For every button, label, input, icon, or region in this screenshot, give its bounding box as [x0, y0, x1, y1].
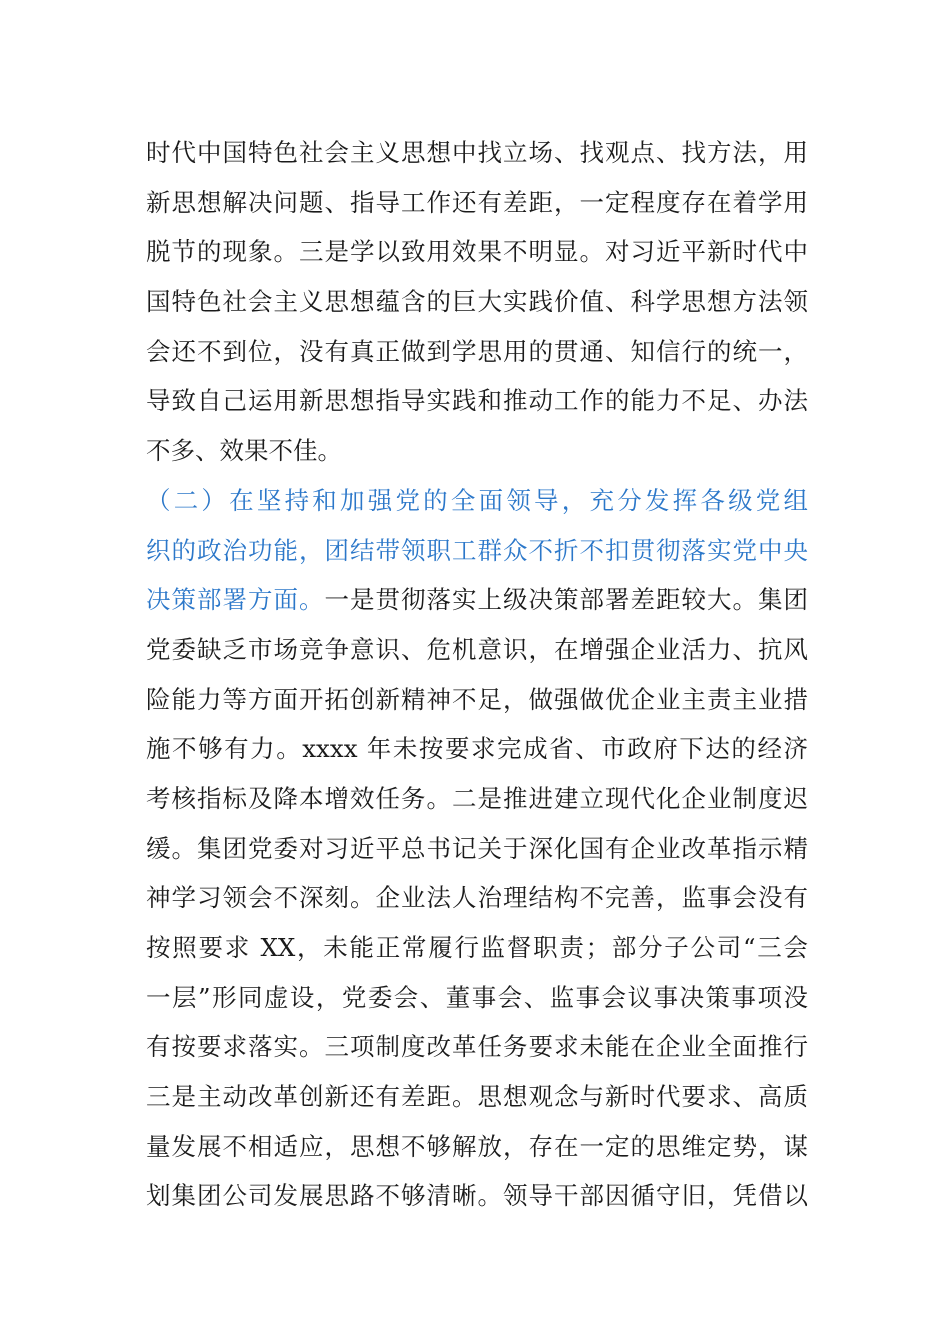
document-body-text [146, 128, 808, 1221]
text-line [146, 774, 808, 824]
body-text-segment: 国特色社会主义思想蕴含的巨大实践价值、科学思想方法领 [146, 287, 808, 317]
text-line [146, 1171, 808, 1221]
text-line [146, 575, 808, 625]
body-text-segment: 考核指标及降本增效任务。二是推进建立现代化企业制度迟 [146, 783, 808, 813]
text-line [146, 923, 808, 973]
text-line [146, 824, 808, 874]
text-line [146, 1072, 808, 1122]
text-line [146, 327, 808, 377]
body-text-segment: 险能力等方面开拓创新精神不足，做强做优企业主责主业措 [146, 684, 808, 714]
text-line [146, 277, 808, 327]
body-text-segment: 会还不到位，没有真正做到学思用的贯通、知信行的统一， [146, 336, 808, 366]
body-text-segment: 缓。集团党委对习近平总书记关于深化国有企业改革指示精 [146, 833, 808, 863]
text-line [146, 426, 808, 476]
text-line [146, 625, 808, 675]
body-text-segment: 划集团公司发展思路不够清晰。领导干部因循守旧，凭借以 [146, 1181, 808, 1211]
body-text-segment: 时代中国特色社会主义思想中找立场、找观点、找方法，用 [146, 138, 808, 167]
body-text-segment: 导致自己运用新思想指导实践和推动工作的能力不足、办法 [146, 386, 808, 416]
body-text-segment: 脱节的现象。三是学以致用效果不明显。对习近平新时代中 [146, 237, 808, 267]
body-text-segment: 新思想解决问题、指导工作还有差距，一定程度存在着学用 [146, 187, 808, 217]
body-text-segment: 一是贯彻落实上级决策部署差距较大。集团 [324, 585, 808, 615]
body-text-segment: 党委缺乏市场竞争意识、危机意识，在增强企业活力、抗风 [146, 634, 808, 664]
text-line [146, 526, 808, 576]
text-line [146, 376, 808, 426]
text-line [146, 1122, 808, 1172]
text-line [146, 873, 808, 923]
text-line [146, 1022, 808, 1072]
section-heading-text: （二）在坚持和加强党的全面领导，充分发挥各级党组 [146, 485, 808, 515]
body-text-segment: 有按要求落实。三项制度改革任务要求未能在企业全面推行 [146, 1032, 808, 1062]
text-line [146, 724, 808, 774]
text-line [146, 227, 808, 277]
text-line [146, 128, 808, 178]
body-text-segment: 按照要求 XX，未能正常履行监督职责；部分子公司“三会 [146, 933, 808, 962]
body-text-segment: 施不够有力。xxxx 年未按要求完成省、市政府下达的经济 [146, 734, 808, 764]
text-line [146, 476, 808, 526]
text-line [146, 178, 808, 228]
text-line [146, 675, 808, 725]
section-heading-text: 决策部署方面。 [146, 585, 325, 615]
body-text-segment: 量发展不相适应，思想不够解放，存在一定的思维定势，谋 [146, 1131, 808, 1161]
body-text-segment: 三是主动改革创新还有差距。思想观念与新时代要求、高质 [146, 1082, 808, 1112]
text-line [146, 973, 808, 1023]
section-heading-text: 织的政治功能，团结带领职工群众不折不扣贯彻落实党中央 [146, 535, 808, 565]
body-text-segment: 神学习领会不深刻。企业法人治理结构不完善，监事会没有 [146, 883, 808, 913]
body-text-segment: 不多、效果不佳。 [146, 436, 342, 466]
body-text-segment: 一层”形同虚设，党委会、董事会、监事会议事决策事项没 [146, 982, 808, 1012]
